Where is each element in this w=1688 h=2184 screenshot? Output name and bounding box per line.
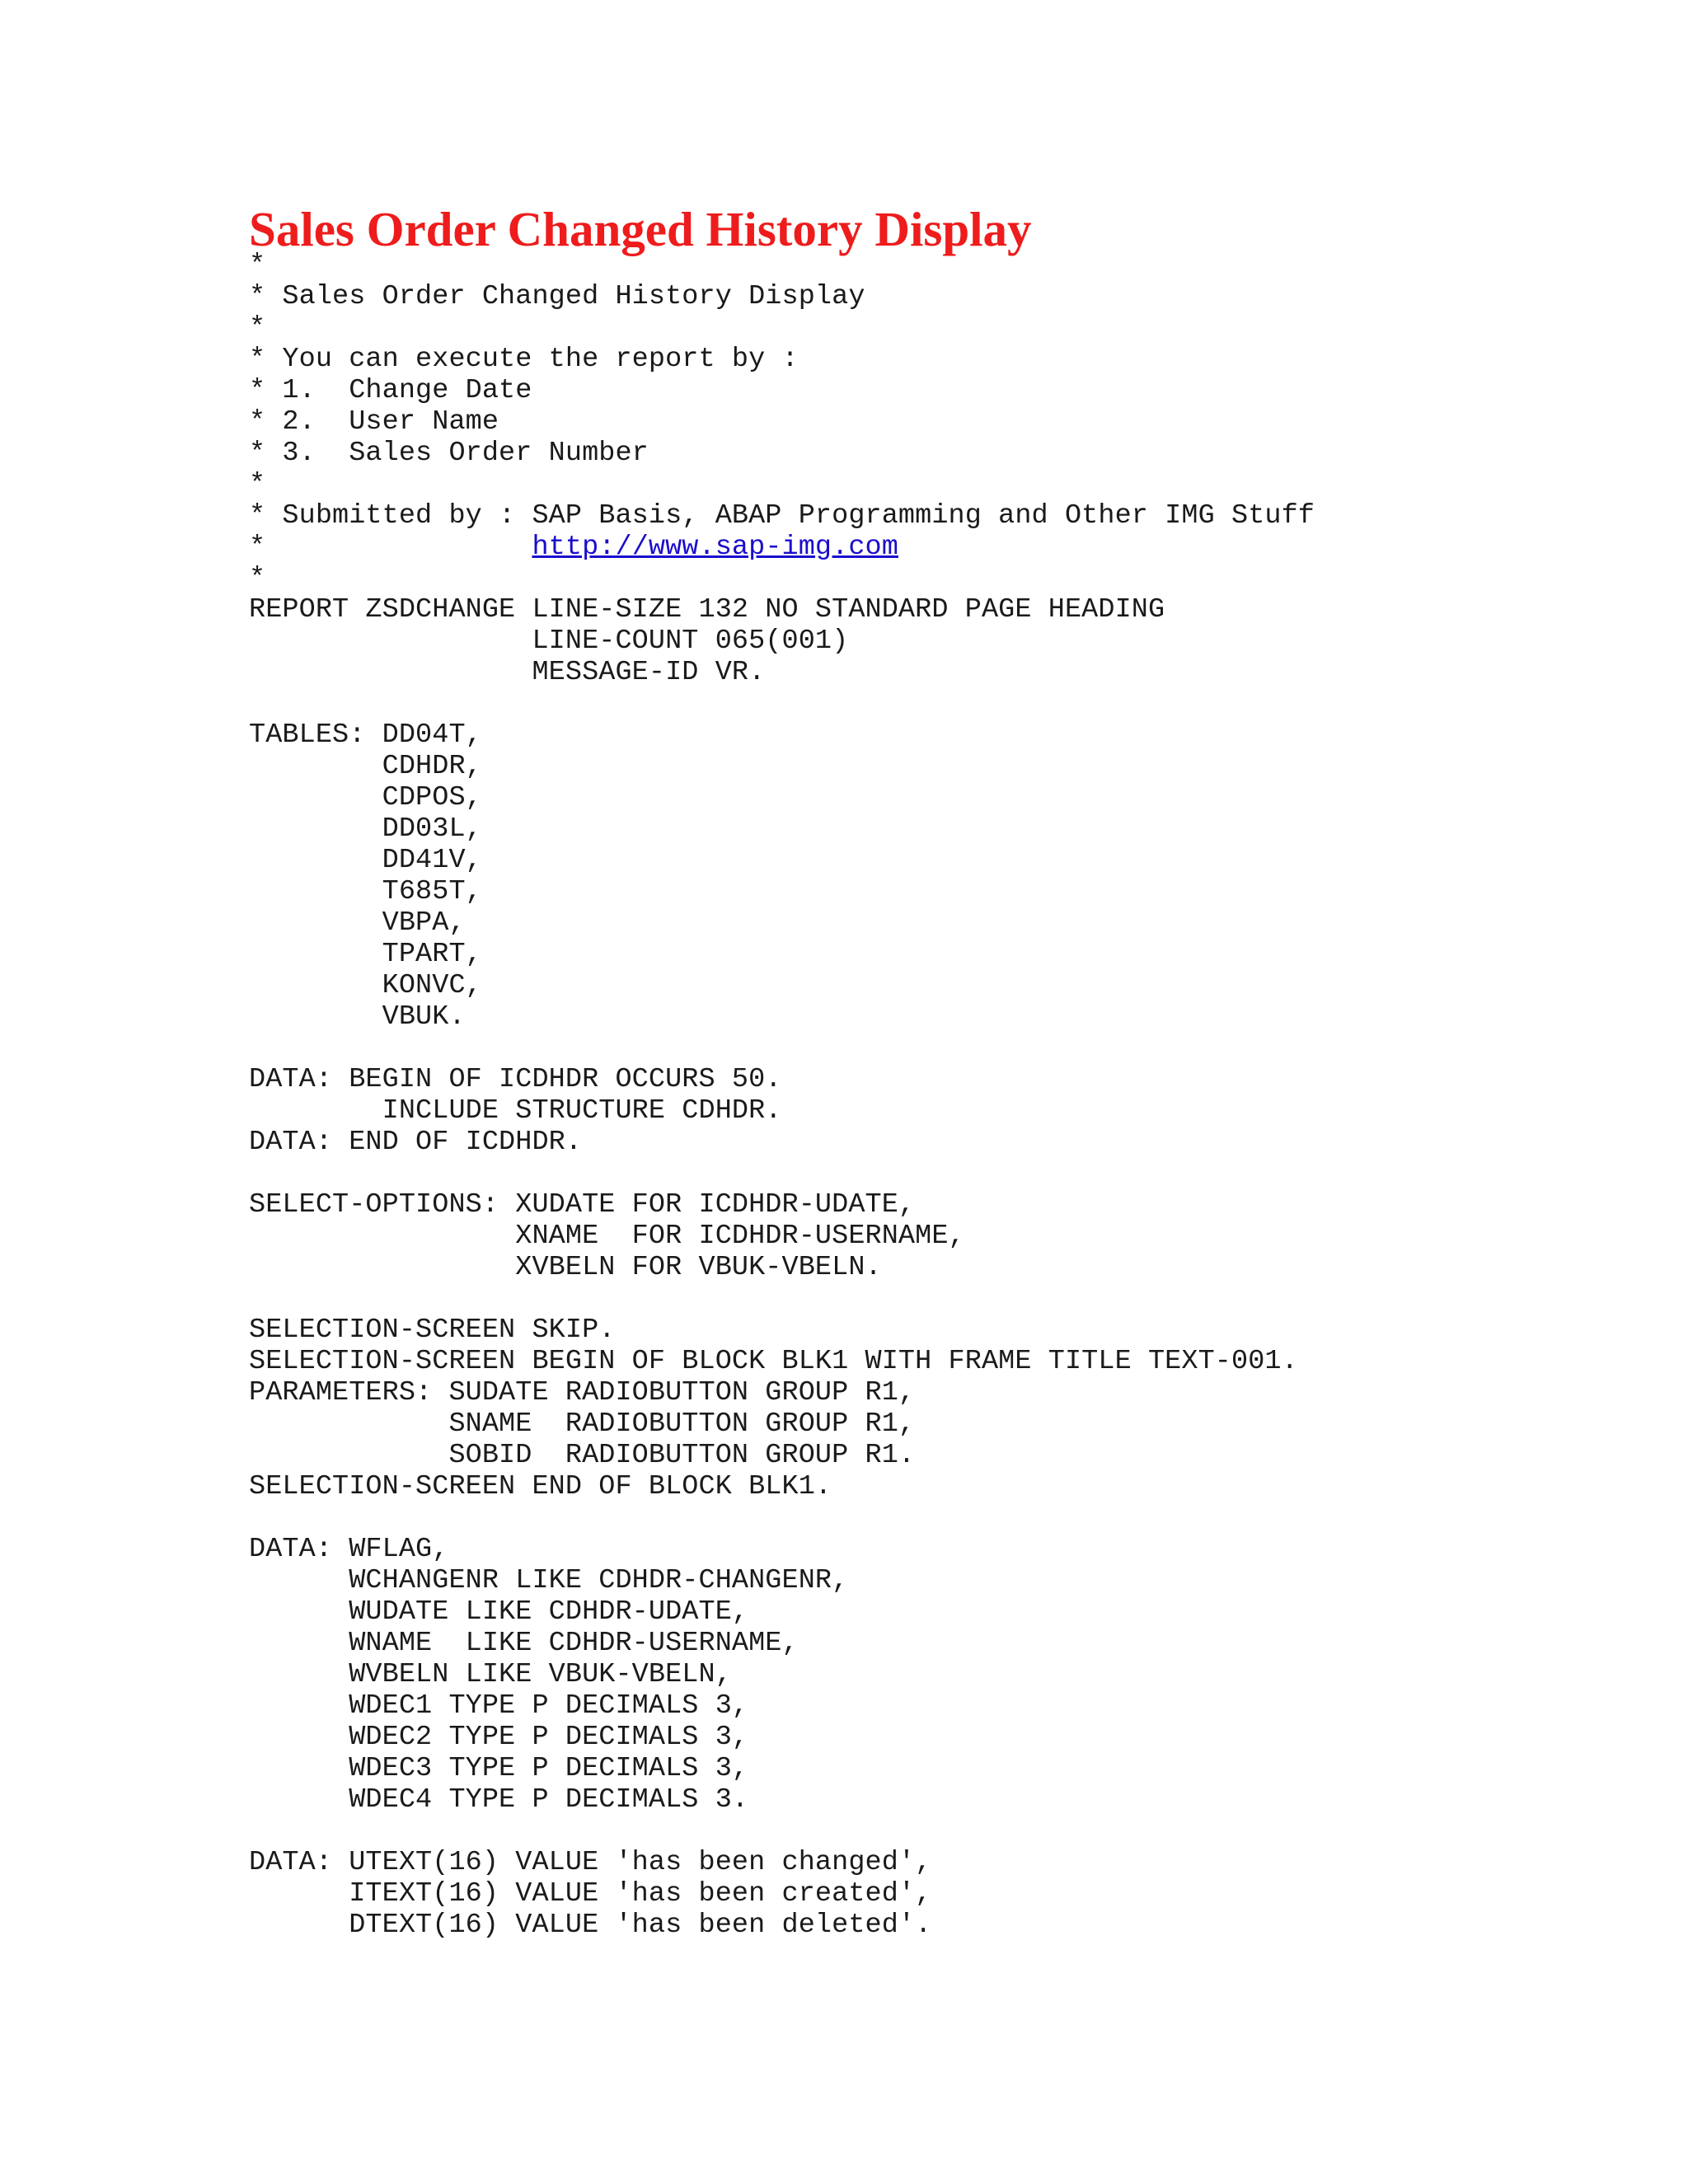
code-line: [249, 970, 1315, 1001]
code-line: [249, 1408, 1315, 1440]
code-line-text: DATA: WFLAG,: [249, 1534, 449, 1565]
code-line: [249, 1346, 1315, 1377]
code-line: [249, 1816, 1315, 1847]
code-line: [249, 281, 1315, 312]
code-line: [249, 876, 1315, 907]
code-line-text: XNAME FOR ICDHDR-USERNAME,: [249, 1221, 965, 1252]
code-line: [249, 1722, 1315, 1753]
code-line-text: WCHANGENR LIKE CDHDR-CHANGENR,: [249, 1565, 849, 1596]
code-line: [249, 782, 1315, 813]
code-line: [249, 1784, 1315, 1816]
code-line: [249, 1127, 1315, 1158]
code-line-text: DTEXT(16) VALUE 'has been deleted'.: [249, 1910, 932, 1941]
code-line: [249, 1596, 1315, 1628]
code-line-text: DD41V,: [249, 845, 482, 876]
abap-code-block: [249, 250, 1315, 1941]
code-line: [249, 1628, 1315, 1659]
code-line: [249, 1033, 1315, 1064]
code-line: [249, 657, 1315, 688]
code-line: [249, 344, 1315, 375]
code-line-text: SELECTION-SCREEN END OF BLOCK BLK1.: [249, 1471, 832, 1502]
code-line: [249, 1910, 1315, 1941]
code-line: [249, 532, 1315, 563]
code-line-text: LINE-COUNT 065(001): [249, 626, 849, 657]
code-line-text: REPORT ZSDCHANGE LINE-SIZE 132 NO STANDARD PAGE HEADING: [249, 594, 1165, 626]
code-line-text: *: [249, 469, 266, 500]
code-line: [249, 563, 1315, 594]
code-line-text: * Submitted by : SAP Basis, ABAP Programming and Other IMG Stuff: [249, 500, 1315, 532]
code-line-text: VBUK.: [249, 1001, 466, 1033]
code-line-text: * 3. Sales Order Number: [249, 438, 649, 469]
code-line: [249, 1221, 1315, 1252]
code-line-text: WDEC2 TYPE P DECIMALS 3,: [249, 1722, 749, 1753]
code-line: [249, 626, 1315, 657]
code-line: [249, 1189, 1315, 1221]
code-line: [249, 751, 1315, 782]
code-line: [249, 1315, 1315, 1346]
code-line: [249, 1502, 1315, 1534]
code-line: [249, 719, 1315, 751]
code-line-text: WVBELN LIKE VBUK-VBELN,: [249, 1659, 732, 1690]
code-line: [249, 1283, 1315, 1315]
code-line: [249, 1471, 1315, 1502]
code-line: [249, 1690, 1315, 1722]
code-line-text: WDEC1 TYPE P DECIMALS 3,: [249, 1690, 749, 1722]
code-line-text: *: [249, 532, 532, 563]
code-line-text: WDEC4 TYPE P DECIMALS 3.: [249, 1784, 749, 1816]
code-line-text: * You can execute the report by :: [249, 344, 799, 375]
code-line-text: DD03L,: [249, 813, 482, 845]
code-line: [249, 406, 1315, 438]
code-line-text: * Sales Order Changed History Display: [249, 281, 865, 312]
code-line: [249, 813, 1315, 845]
code-line: [249, 1064, 1315, 1095]
code-line: [249, 907, 1315, 939]
code-line-text: *: [249, 312, 266, 344]
code-line: [249, 1158, 1315, 1189]
code-line: [249, 1753, 1315, 1784]
code-line: [249, 939, 1315, 970]
code-line: [249, 1565, 1315, 1596]
code-line-text: TPART,: [249, 939, 482, 970]
code-line-text: CDPOS,: [249, 782, 482, 813]
code-line-text: SELECT-OPTIONS: XUDATE FOR ICDHDR-UDATE,: [249, 1189, 916, 1221]
website-link[interactable]: http://www.sap-img.com: [532, 532, 898, 563]
code-line-text: WDEC3 TYPE P DECIMALS 3,: [249, 1753, 749, 1784]
code-line: [249, 1878, 1315, 1910]
code-line: [249, 1534, 1315, 1565]
code-line-text: DATA: END OF ICDHDR.: [249, 1127, 583, 1158]
document-title: Sales Order Changed History Display: [249, 202, 1032, 256]
code-line-text: * 2. User Name: [249, 406, 499, 438]
code-line: [249, 312, 1315, 344]
code-line-text: T685T,: [249, 876, 482, 907]
code-line-text: WNAME LIKE CDHDR-USERNAME,: [249, 1628, 799, 1659]
code-line-text: VBPA,: [249, 907, 466, 939]
code-line-text: SOBID RADIOBUTTON GROUP R1.: [249, 1440, 916, 1471]
code-line: [249, 500, 1315, 532]
code-line-text: CDHDR,: [249, 751, 482, 782]
code-line: [249, 1095, 1315, 1127]
code-line: [249, 438, 1315, 469]
code-line: [249, 845, 1315, 876]
code-line-text: DATA: UTEXT(16) VALUE 'has been changed',: [249, 1847, 932, 1878]
code-line: [249, 1377, 1315, 1408]
code-line-text: DATA: BEGIN OF ICDHDR OCCURS 50.: [249, 1064, 782, 1095]
code-line-text: SELECTION-SCREEN SKIP.: [249, 1315, 616, 1346]
code-line: [249, 1659, 1315, 1690]
code-line: [249, 1252, 1315, 1283]
code-line: [249, 1001, 1315, 1033]
code-line-text: SELECTION-SCREEN BEGIN OF BLOCK BLK1 WITH FRAME TITLE TEXT-001.: [249, 1346, 1298, 1377]
code-line: [249, 594, 1315, 626]
code-line: [249, 250, 1315, 281]
code-line-text: TABLES: DD04T,: [249, 719, 482, 751]
code-line: [249, 688, 1315, 719]
code-line: [249, 469, 1315, 500]
code-line-text: ITEXT(16) VALUE 'has been created',: [249, 1878, 932, 1910]
code-line-text: *: [249, 563, 266, 594]
code-line-text: MESSAGE-ID VR.: [249, 657, 766, 688]
code-line-text: KONVC,: [249, 970, 482, 1001]
code-line: [249, 375, 1315, 406]
code-line-text: PARAMETERS: SUDATE RADIOBUTTON GROUP R1,: [249, 1377, 916, 1408]
code-line-text: WUDATE LIKE CDHDR-UDATE,: [249, 1596, 749, 1628]
code-line-text: SNAME RADIOBUTTON GROUP R1,: [249, 1408, 916, 1440]
code-line-text: INCLUDE STRUCTURE CDHDR.: [249, 1095, 782, 1127]
code-line-text: XVBELN FOR VBUK-VBELN.: [249, 1252, 882, 1283]
code-line: [249, 1847, 1315, 1878]
code-line-text: * 1. Change Date: [249, 375, 532, 406]
code-line: [249, 1440, 1315, 1471]
code-line-text: *: [249, 250, 266, 281]
